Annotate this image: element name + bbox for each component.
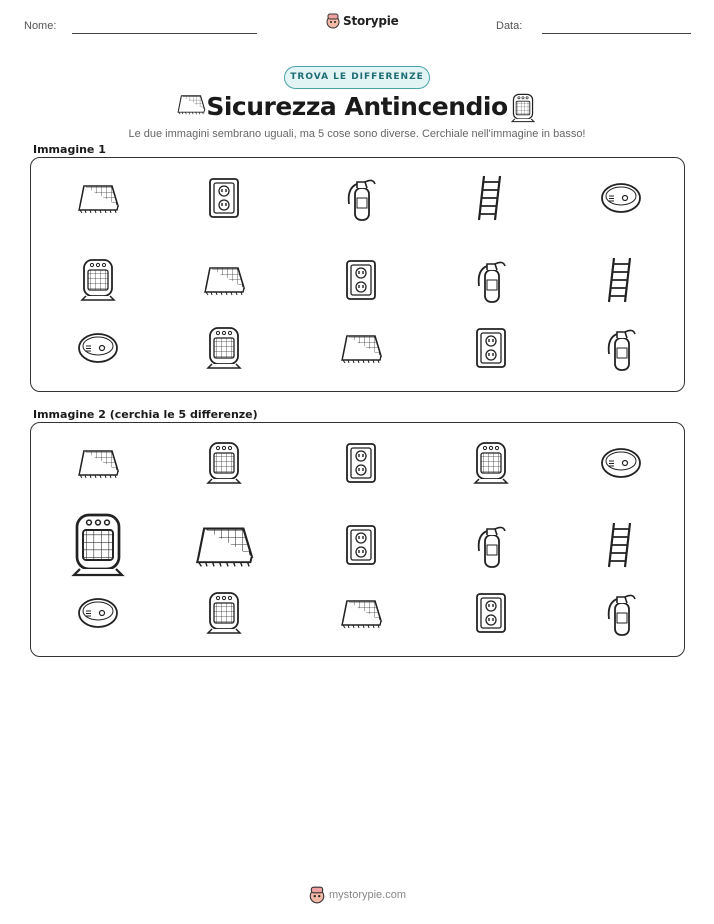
heater-icon[interactable] xyxy=(473,441,509,485)
panel1-label: Immagine 1 xyxy=(33,143,106,156)
storypie-mascot-icon xyxy=(309,886,325,904)
image1-panel xyxy=(30,157,685,392)
blanket-icon[interactable] xyxy=(76,447,120,479)
heater-icon xyxy=(206,326,242,370)
heater-icon[interactable] xyxy=(71,512,125,578)
instructions: Le due immagini sembrano uguali, ma 5 cose sono diverse. Cerchiale nell'immagine in basso! xyxy=(128,128,586,140)
heater-icon[interactable] xyxy=(206,441,242,485)
smoke-detector-icon[interactable] xyxy=(76,595,120,631)
date-line[interactable] xyxy=(542,33,691,34)
ladder-icon[interactable] xyxy=(605,521,637,569)
brand-logo xyxy=(326,13,399,29)
smoke-detector-icon[interactable] xyxy=(599,445,643,481)
extinguisher-icon[interactable] xyxy=(473,521,509,569)
outlet-icon[interactable] xyxy=(475,592,507,634)
blanket-icon xyxy=(202,264,246,296)
ladder-icon xyxy=(605,256,637,304)
name-label: Nome: xyxy=(24,20,57,32)
heater-icon[interactable] xyxy=(206,591,242,635)
smoke-detector-icon xyxy=(76,330,120,366)
activity-badge: TROVA LE DIFFERENZE xyxy=(284,66,430,89)
blanket-icon[interactable] xyxy=(193,523,255,568)
storypie-mascot-icon xyxy=(326,13,340,29)
outlet-icon xyxy=(208,177,240,219)
panel2-label: Immagine 2 (cerchia le 5 differenze) xyxy=(33,408,258,421)
outlet-icon xyxy=(475,327,507,369)
extinguisher-icon xyxy=(473,256,509,304)
image2-panel[interactable] xyxy=(30,422,685,657)
date-label: Data: xyxy=(496,20,523,32)
ladder-icon xyxy=(475,174,507,222)
outlet-icon[interactable] xyxy=(345,442,377,484)
heater-icon xyxy=(80,258,116,302)
name-line[interactable] xyxy=(72,33,257,34)
brand-name: Storypie xyxy=(343,14,399,28)
outlet-icon xyxy=(345,259,377,301)
extinguisher-icon xyxy=(603,324,639,372)
heater-icon xyxy=(510,93,536,127)
page-title: Sicurezza Antincendio xyxy=(206,92,508,121)
extinguisher-icon[interactable] xyxy=(603,589,639,637)
footer-url: mystorypie.com xyxy=(329,889,407,901)
outlet-icon[interactable] xyxy=(345,524,377,566)
footer xyxy=(309,886,406,904)
extinguisher-icon xyxy=(343,174,379,222)
blanket-icon[interactable] xyxy=(339,597,383,629)
smoke-detector-icon xyxy=(599,180,643,216)
blanket-icon xyxy=(76,182,120,214)
blanket-icon xyxy=(339,332,383,364)
